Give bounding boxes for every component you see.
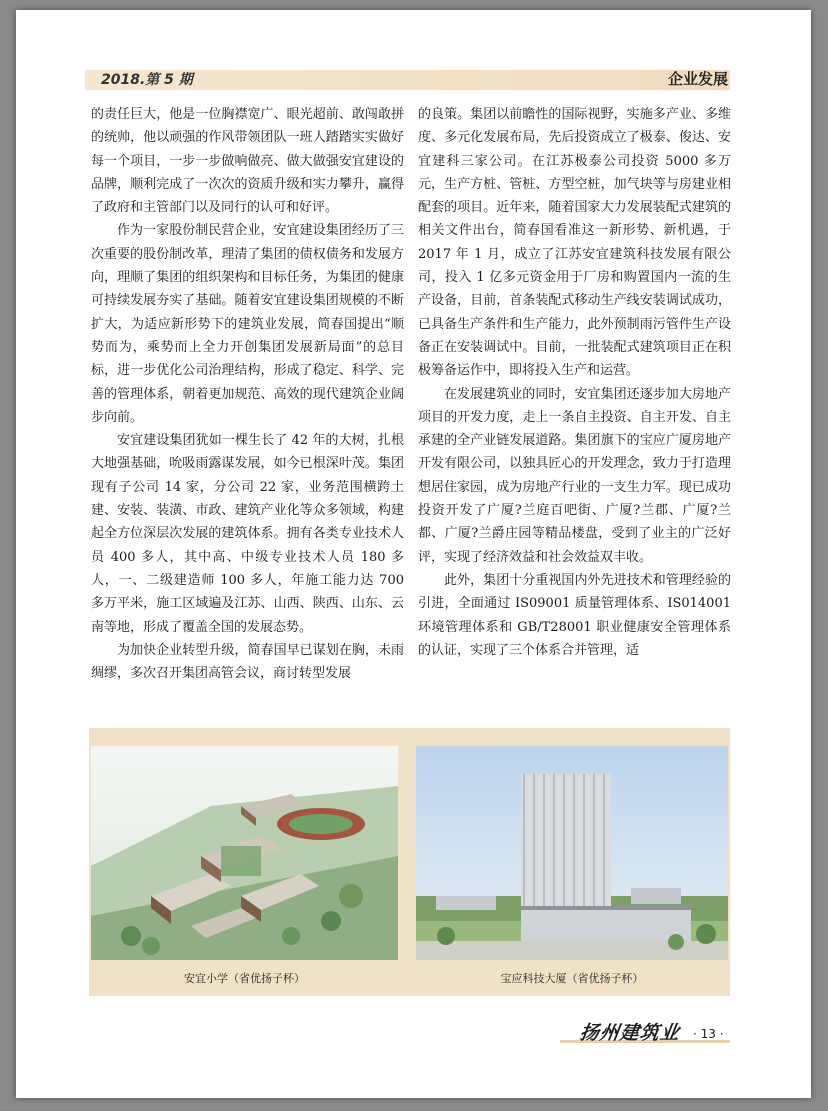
paragraph: 作为一家股份制民营企业，安宜建设集团经历了三次重要的股份制改革，理清了集团的债权债务和发展方向，理顺了集团的组织架构和目标任务，为集团的健康可持续发展夯实了基础。随着安宜建设集团规模的不断扩大，为适应新形势下的建筑业发展，简春国提出“顺势而为，乘势而上全力开创集团发展新局面”的总目标，进一步优化公司治理结构，形成了稳定、科学、完善的管理体系，朝着更加规范、高效的现代建筑企业阔步向前。 [91, 223, 404, 425]
paragraph: 在发展建筑业的同时，安宜集团还逐步加大房地产项目的开发力度，走上一条自主投资、自主开发、自主承建的全产业链发展道路。集团旗下的宝应广厦房地产开发有限公司，以独具匠心的开发理念，致力于打造理想居住家园，成为房地产行业的一支生力军。现已成功投资开发了广厦?兰庭百吧街、广厦?兰郡、广厦?兰都、广厦?兰爵庄园等精品楼盘，受到了业主的广泛好评，实现了经济效益和社会效益双丰收。 [418, 386, 731, 565]
tech-building-photo [416, 746, 728, 960]
paragraph: 为加快企业转型升级，简春国早已谋划在胸，未雨绸缪，多次召开集团高管会议，商讨转型发展 [91, 642, 404, 682]
paragraph: 的良策。集团以前瞻性的国际视野，实施多产业、多维度、多元化发展布局，先后投资成立了极泰、俊达、安宜建科三家公司。在江苏极泰公司投资 5000 多万元，生产方桩、管桩、方型空桩，加气块等与房建业相配套的项目。近年来，随着国家大力发展装配式建筑的相关文件出台，简春国看准这一新形势、新机遇，于 2017 年 1 月，成立了江苏安宜建筑科技发展有限公司，投入 1 亿多元资金用于厂房和购置国内一流的生产设备，目前，首条装配式移动生产线安装调试成功，已具备生产条件和生产能力，此外预制雨污管件生产设备正在安装调试中。目前，一批装配式建筑项目正在积极筹备运作中，即将投入生产和运营。 [418, 107, 731, 379]
paragraph: 安宜建设集团犹如一棵生长了 42 年的大树，扎根大地强基础，吮吸雨露谋发展，如今已根深叶茂。集团现有子公司 14 家，分公司 22 家，业务范围横跨土建、安装、装潢、市政、建筑产业化等众多领域，构建起全方位深层次发展的建筑体系。拥有各类专业技术人员 400 多人，其中高、中级专业技术人员 180 多人，一、二级建造师 100 多人，年施工能力达 700 多万平米，施工区域遍及江苏、山西、陕西、山东、云南等地，形成了覆盖全国的发展态势。 [91, 433, 404, 635]
school-aerial-photo [91, 746, 398, 960]
photo-caption: 安宜小学（省优扬子杯） [184, 972, 305, 985]
section-title: 企业发展 [667, 70, 728, 88]
photo-caption: 宝应科技大厦（省优扬子杯） [500, 972, 644, 985]
paragraph: 的责任巨大，他是一位胸襟宽广、眼光超前、敢闯敢拼的统帅，他以顽强的作风带领团队一班人踏踏实实做好每一个项目，一步一步做响做亮、做大做强安宜建设的品牌，顺利完成了一次次的资质升级和实力攀升，赢得了政府和主管部门以及同行的认可和好评。 [91, 107, 404, 216]
left-column [91, 103, 404, 685]
page-number: · 13 · [693, 1027, 724, 1041]
paragraph: 此外，集团十分重视国内外先进技术和管理经验的引进，全面通过 IS09001 质量管理体系、IS014001 环境管理体系和 GB/T28001 职业健康安全管理体系的认证，实现了三个体系合并管理，适 [418, 572, 731, 658]
right-column [418, 103, 731, 662]
issue-number: 2018.第 5 期 [101, 72, 193, 88]
magazine-logo: 扬州建筑业 [578, 1022, 682, 1044]
